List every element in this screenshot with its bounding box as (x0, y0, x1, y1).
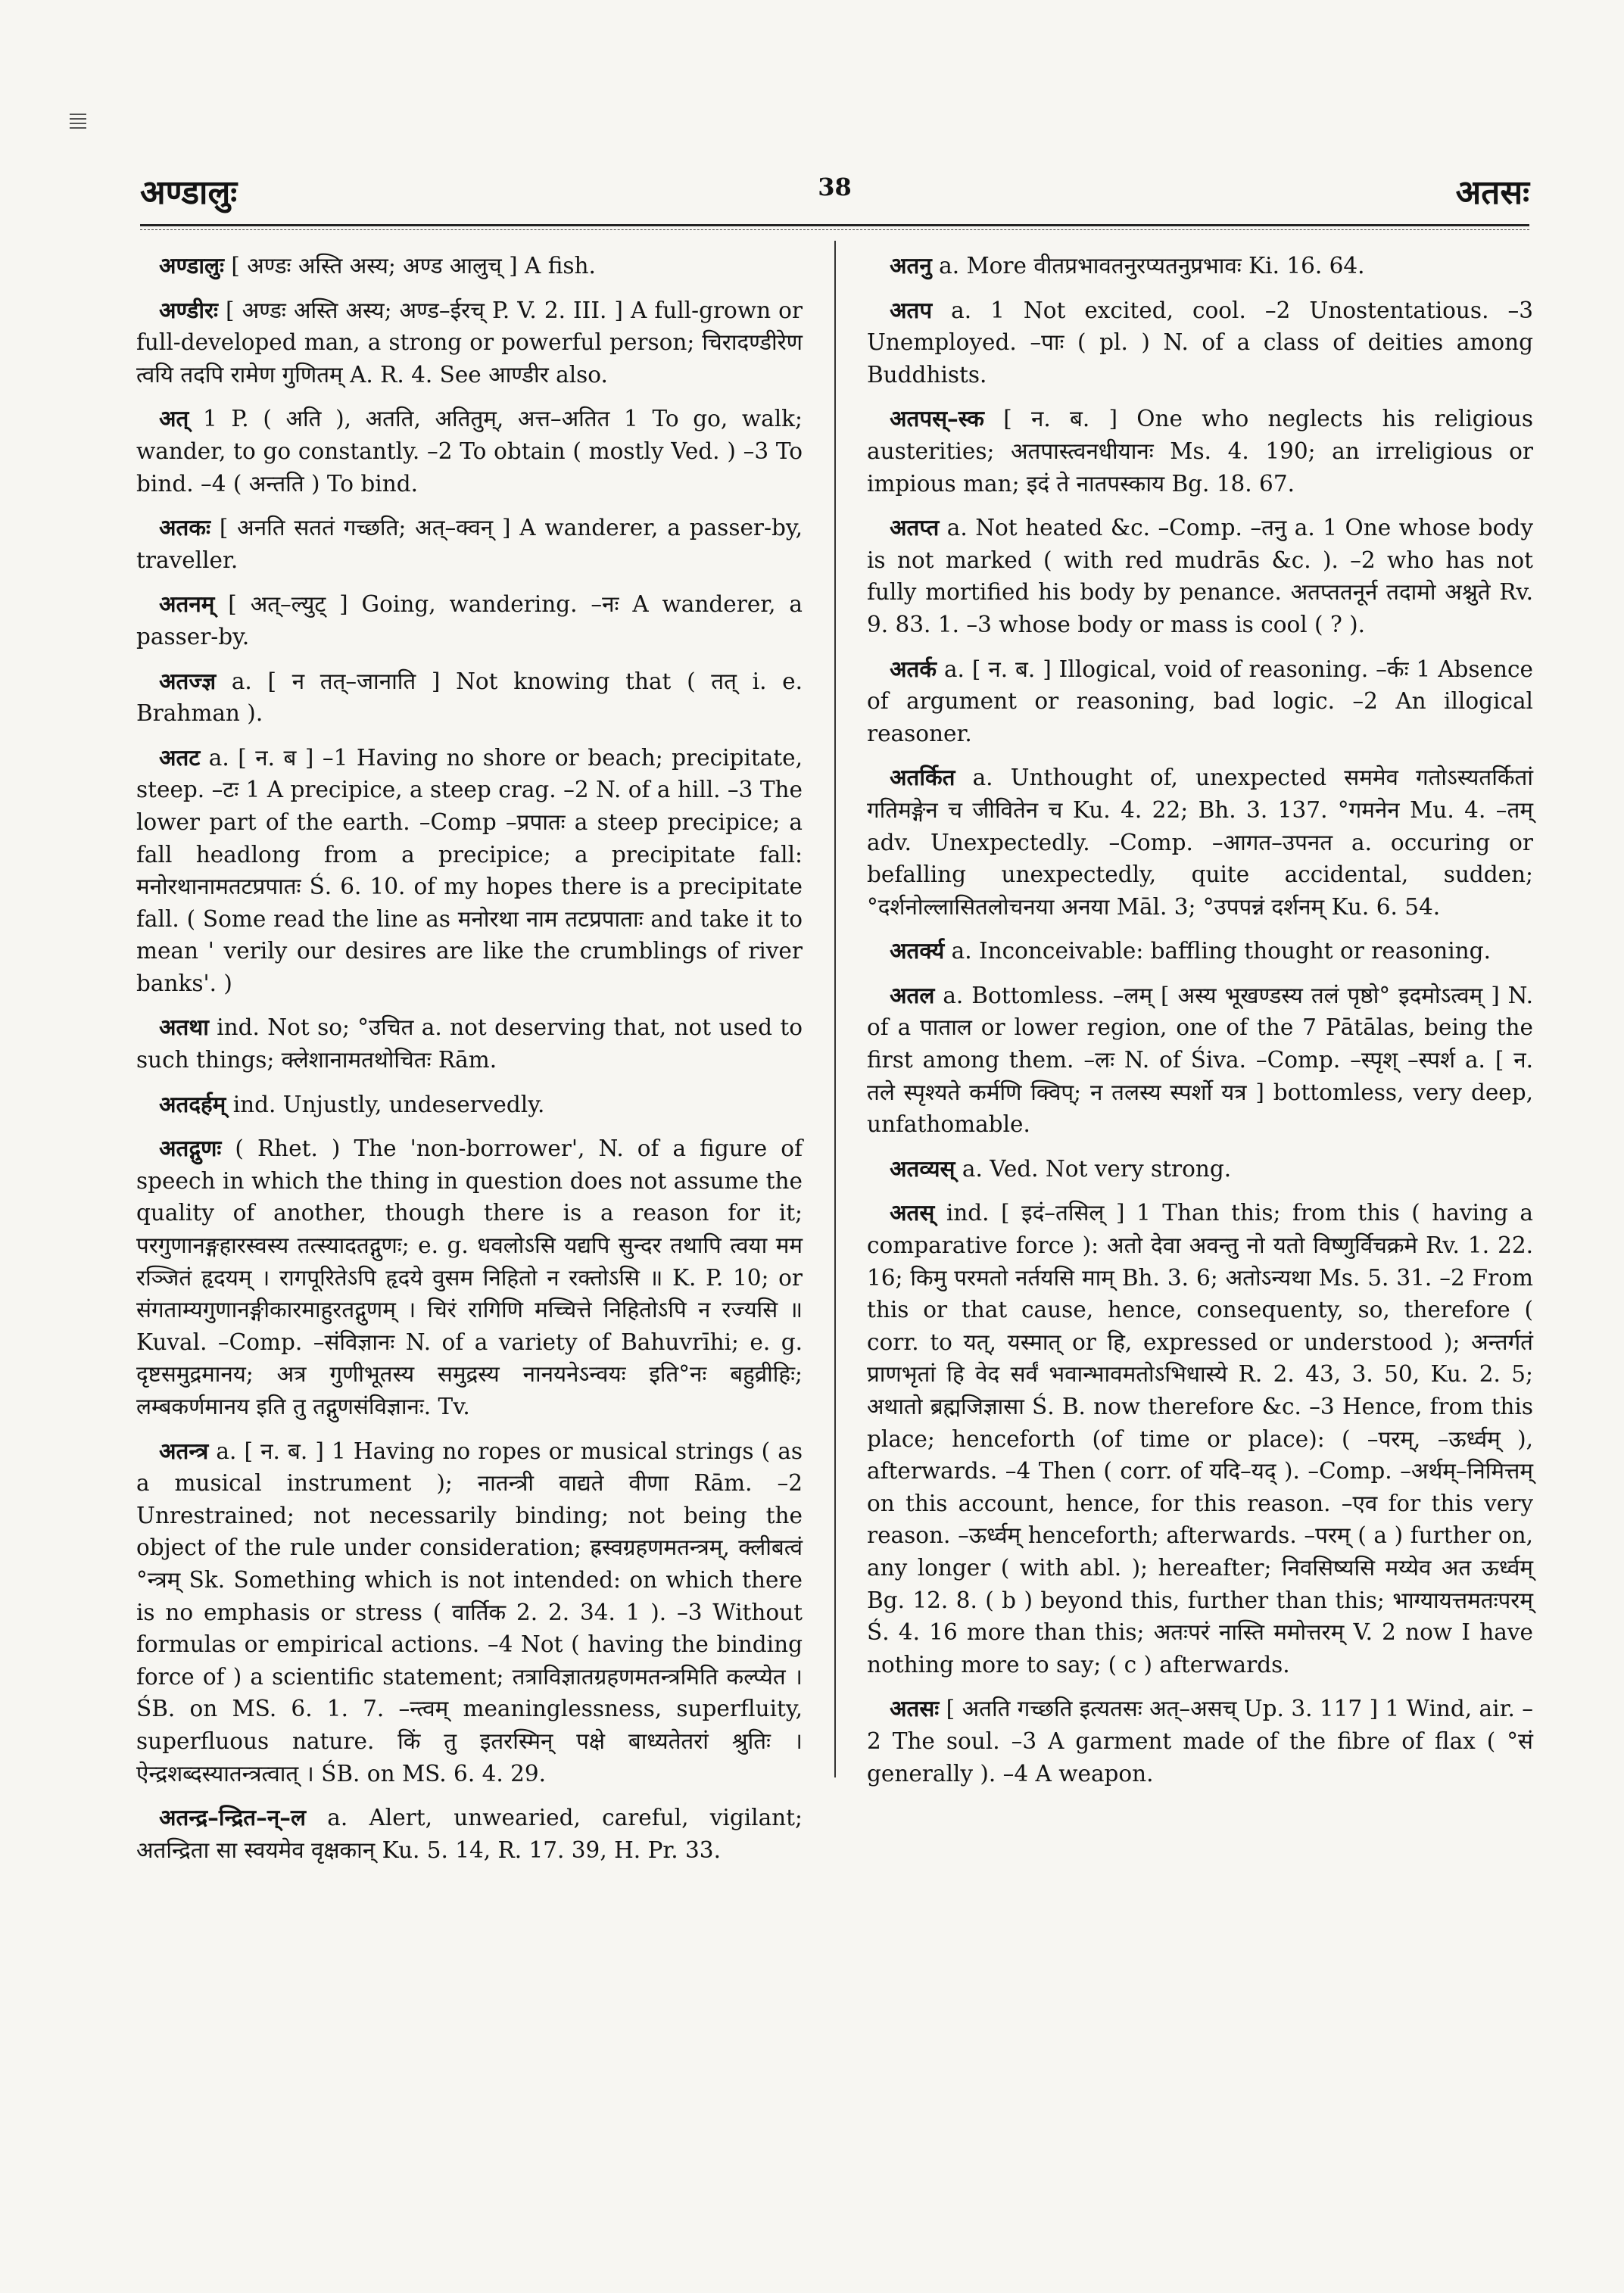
entry-headword: अतसः (890, 1695, 940, 1722)
entry-headword: अतल (890, 981, 935, 1008)
entry-definition: a. [ न. ब. ] Illogical, void of reasoning. –र्कः 1 Absence of argument or reasoning, bad logic. –2 An illogical reasoner. (867, 656, 1533, 746)
entry-definition: ( Rhet. ) The 'non-borrower', N. of a figure of speech in which the thing in question does not assume the quality of another, though there is a reason for it; परगुणानङ्गहारस्वस्य तत्स्यादतद्गुणः; e. g. धवलोऽसि यद्यपि सुन्दर तथापि त्वया मम रञ्जितं हृदयम् । रागपूरितेऽपि हृदये वुसम निहितो न रक्तोऽसि ॥ K. P. 10; or संगताम्यगुणानङ्गीकारमाहुरतद्गुणम् । चिरं रागिणि मच्चित्ते निहितोऽपि न रज्यसि ॥ Kuval. –Comp. –संविज्ञानः N. of a variety of Bahuvrīhi; e. g. दृष्टसमुद्रमानय; अत्र गुणीभूतस्य समुद्रस्य नानयनेऽन्वयः इति°नः बहुव्रीहिः; लम्बकर्णमानय इति तु तद्गुणसंविज्ञानः. Tv. (136, 1136, 803, 1419)
entry-headword: अण्डालुः (159, 252, 224, 279)
dictionary-entry (136, 665, 803, 730)
dictionary-entry (867, 762, 1533, 923)
dictionary-entry (867, 294, 1533, 391)
entry-definition: [ अण्डः अस्ति अस्य; अण्ड आलुच् ] A fish. (231, 253, 596, 279)
header-right-headword: अतसः (1455, 173, 1529, 212)
dictionary-entry (136, 294, 803, 391)
dictionary-entry (867, 935, 1533, 967)
dictionary-entry (867, 980, 1533, 1141)
entry-headword: अत् (159, 405, 189, 432)
dictionary-entry (136, 1011, 803, 1076)
entry-headword: अतर्क्य (890, 937, 945, 964)
entry-definition: [ अतति गच्छति इत्यतसः अत्–असच् Up. 3. 117 ] 1 Wind, air. –2 The soul. –3 A garment made of the fibre of flax ( °सं generally ). –4 A weapon. (867, 1696, 1533, 1787)
dictionary-entry (867, 512, 1533, 640)
entry-headword: अतथा (159, 1014, 209, 1041)
dictionary-entry (136, 588, 803, 653)
entry-headword: अतज्ज्ञ (159, 667, 217, 694)
entry-headword: अतकः (159, 514, 210, 541)
margin-mark (70, 114, 86, 129)
entry-definition: a. Bottomless. –लम् [ अस्य भूखण्डस्य तलं पृष्ठो° इदमोऽत्वम् ] N. of a पाताल or lower region, one of the 7 Pātālas, being the first among them. –लः N. of Śiva. –Comp. –स्पृश् –स्पर्श a. [ न. तले स्पृश्यते कर्मणि क्विप्; न तलस्य स्पर्शो यत्र ] bottomless, very deep, unfathomable. (867, 982, 1533, 1138)
entry-headword: अतन्त्र (159, 1437, 209, 1464)
dictionary-entry (867, 1197, 1533, 1681)
dictionary-entry (136, 1435, 803, 1790)
entry-headword: अतर्क (890, 655, 937, 682)
entry-definition: a. [ न तत्–जानाति ] Not knowing that ( तत् i. e. Brahman ). (136, 668, 803, 727)
page-number: 38 (818, 173, 852, 201)
dictionary-entry (867, 250, 1533, 282)
entry-definition: ind. [ इदं–तसिल् ] 1 Than this; from this ( having a comparative force ): अतो देवा अवन्तु नो यतो विष्णुर्विचक्रमे Rv. 1. 22. 16; किमु परमतो नर्तयसि माम् Bh. 3. 6; अतोऽन्यथा Ms. 5. 31. –2 From this or that cause, hence, consequenty, so, therefore ( corr. to यत्, यस्मात् or हि, expressed or understood ); अन्तर्गतं प्राणभृतां हि वेद सर्वं भवान्भावमतोऽभिधास्ये R. 2. 43, 3. 50, Ku. 2. 5; अथातो ब्रह्मजिज्ञासा Ś. B. now therefore &c. –3 Hence, from this place; henceforth (of time or place): ( –परम्, –ऊर्ध्वम् ), afterwards. –4 Then ( corr. of यदि–यद् ). –Comp. –अर्थम्–निमित्तम् on this account, hence, for this reason. –एव for this very reason. –ऊर्ध्वम् henceforth; afterwards. –परम् ( a ) further on, any longer ( with abl. ); hereafter; निवसिष्यसि मय्येव अत ऊर्ध्वम् Bg. 12. 8. ( b ) beyond this, further than this; भाग्यायत्तमतःपरम् Ś. 4. 16 more than this; अतःपरं नास्ति ममोत्तरम् V. 2 now I have nothing more to say; ( c ) afterwards. (867, 1200, 1533, 1678)
entry-definition: [ अण्डः अस्ति अस्य; अण्ड–ईरच् P. V. 2. III. ] A full-grown or full-developed man, a strong or powerful person; चिरादण्डीरेण त्वयि तदपि रामेण गुणितम् A. R. 4. See आण्डीर also. (136, 297, 803, 388)
entry-definition: a. Unthought of, unexpected सममेव गतोऽस्यतर्कितां गतिमङ्गेन च जीवितेन च Ku. 4. 22; Bh. 3. 137. °गमनेन Mu. 4. –तम् adv. Unexpectedly. –Comp. –आगत–उपनत a. occuring or befalling unexpectedly, quite accidental, sudden; °दर्शनोल्लासितलोचनया अनया Māl. 3; °उपपन्नं दर्शनम् Ku. 6. 54. (867, 765, 1533, 920)
entry-definition: ind. Unjustly, undeservedly. (232, 1091, 545, 1117)
dictionary-entry (136, 512, 803, 576)
entry-headword: अण्डीरः (159, 296, 218, 323)
entry-headword: अतपस्–स्क (890, 405, 984, 432)
entry-definition: a. [ न. ब ] –1 Having no shore or beach; precipitate, steep. –टः 1 A precipice, a steep crag. –2 N. of a hill. –3 The lower part of the earth. –Comp –प्रपातः a steep precipice; a fall headlong from a precipice; a precipitate fall: मनोरथानामतटप्रपातः Ś. 6. 10. of my hopes there is a precipitate fall. ( Some read the line as मनोरथा नाम तटप्रपाताः and take it to mean ' verily our desires are like the crumblings of river banks'. ) (136, 744, 803, 996)
entry-definition: a. [ न. ब. ] 1 Having no ropes or musical strings ( as a musical instrument ); नातन्त्री वाद्यते वीणा Rām. –2 Unrestrained; not necessarily binding; not being the object of the rule under consideration; ह्रस्वग्रहणमतन्त्रम्, क्लीबत्वं °न्त्रम् Sk. Something which is not intended: on which there is no emphasis or stress ( वार्तिक 2. 2. 34. 1 ). –3 Without formulas or empirical actions. –4 Not ( having the binding force of ) a scientific statement; तत्राविज्ञातग्रहणमतन्त्रमिति कल्प्येत । ŚB. on MS. 6. 1. 7. –न्त्वम् meaninglessness, superfluity, superfluous nature. किं तु इतरस्मिन् पक्षे बाध्यतेतरां श्रुतिः । ऐन्द्रशब्दस्यातन्त्रत्वात् । ŚB. on MS. 6. 4. 29. (136, 1438, 803, 1787)
entry-definition: a. 1 Not excited, cool. –2 Unostentatious. –3 Unemployed. –पाः ( pl. ) N. of a class of deities among Buddhists. (867, 297, 1533, 388)
entry-definition: a. More वीतप्रभावतनुरप्यतनुप्रभावः Ki. 16. 64. (939, 253, 1365, 279)
dictionary-entry (867, 403, 1533, 500)
entry-headword: अतद्गुणः (159, 1135, 222, 1162)
entry-headword: अतदर्हम् (159, 1090, 226, 1117)
header-left-headword: अण्डालुः (140, 173, 238, 212)
header-rule (140, 224, 1529, 230)
entry-headword: अतट (159, 743, 201, 771)
entry-definition: a. Alert, unwearied, careful, vigilant; अतन्द्रिता सा स्वयमेव वृक्षकान् Ku. 5. 14, R. 17. 39, H. Pr. 33. (136, 1805, 803, 1863)
column-divider (834, 241, 836, 1777)
left-column (136, 250, 803, 1878)
entry-headword: अतव्यस् (890, 1154, 955, 1182)
dictionary-entry (867, 653, 1533, 750)
entry-definition: a. Inconceivable: baffling thought or reasoning. (951, 938, 1491, 964)
dictionary-entry (867, 1153, 1533, 1185)
entry-definition: [ अनति सततं गच्छति; अत्–क्वन् ] A wanderer, a passer-by, traveller. (136, 515, 803, 573)
dictionary-entry (136, 1132, 803, 1422)
dictionary-entry (136, 1089, 803, 1121)
dictionary-entry (136, 403, 803, 500)
dictionary-entry (136, 250, 803, 282)
entry-headword: अतनु (890, 252, 932, 279)
entry-headword: अतर्कित (890, 764, 955, 791)
dictionary-entry (867, 1693, 1533, 1790)
entry-headword: अतप्त (890, 514, 940, 541)
entry-headword: अतप (890, 296, 933, 323)
entry-definition: ind. Not so; °उचित a. not deserving that, not used to such things; क्लेशानामतथोचितः Rām. (136, 1014, 803, 1073)
entry-headword: अतस् (890, 1199, 935, 1226)
dictionary-entry (136, 1802, 803, 1866)
entry-definition: [ न. ब. ] One who neglects his religious austerities; अतपास्त्वनधीयानः Ms. 4. 190; an irreligious or impious man; इदं ते नातपस्काय Bg. 18. 67. (867, 406, 1533, 497)
entry-headword: अतन्द्र–न्द्रित–न्–ल (159, 1804, 306, 1831)
dictionary-entry (136, 742, 803, 1000)
entry-definition: [ अत्–ल्युट् ] Going, wandering. –नः A wanderer, a passer-by. (136, 591, 803, 650)
entry-definition: 1 P. ( अति ), अतति, अतितुम्, अत्त–अतित 1 To go, walk; wander, to go constantly. –2 To obtain ( mostly Ved. ) –3 To bind. –4 ( अन्तति ) To bind. (136, 406, 803, 497)
running-head (140, 168, 1529, 221)
entry-headword: अतनम् (159, 590, 215, 618)
entry-definition: a. Not heated &c. –Comp. –तनु a. 1 One whose body is not marked ( with red mudrās &c. ). –2 who has not fully mortified his body by penance. अतप्ततनूर्न तदामो अश्नुते Rv. 9. 83. 1. –3 whose body or mass is cool ( ? ). (867, 515, 1533, 637)
entry-definition: a. Ved. Not very strong. (962, 1155, 1232, 1182)
right-column (867, 250, 1533, 1802)
